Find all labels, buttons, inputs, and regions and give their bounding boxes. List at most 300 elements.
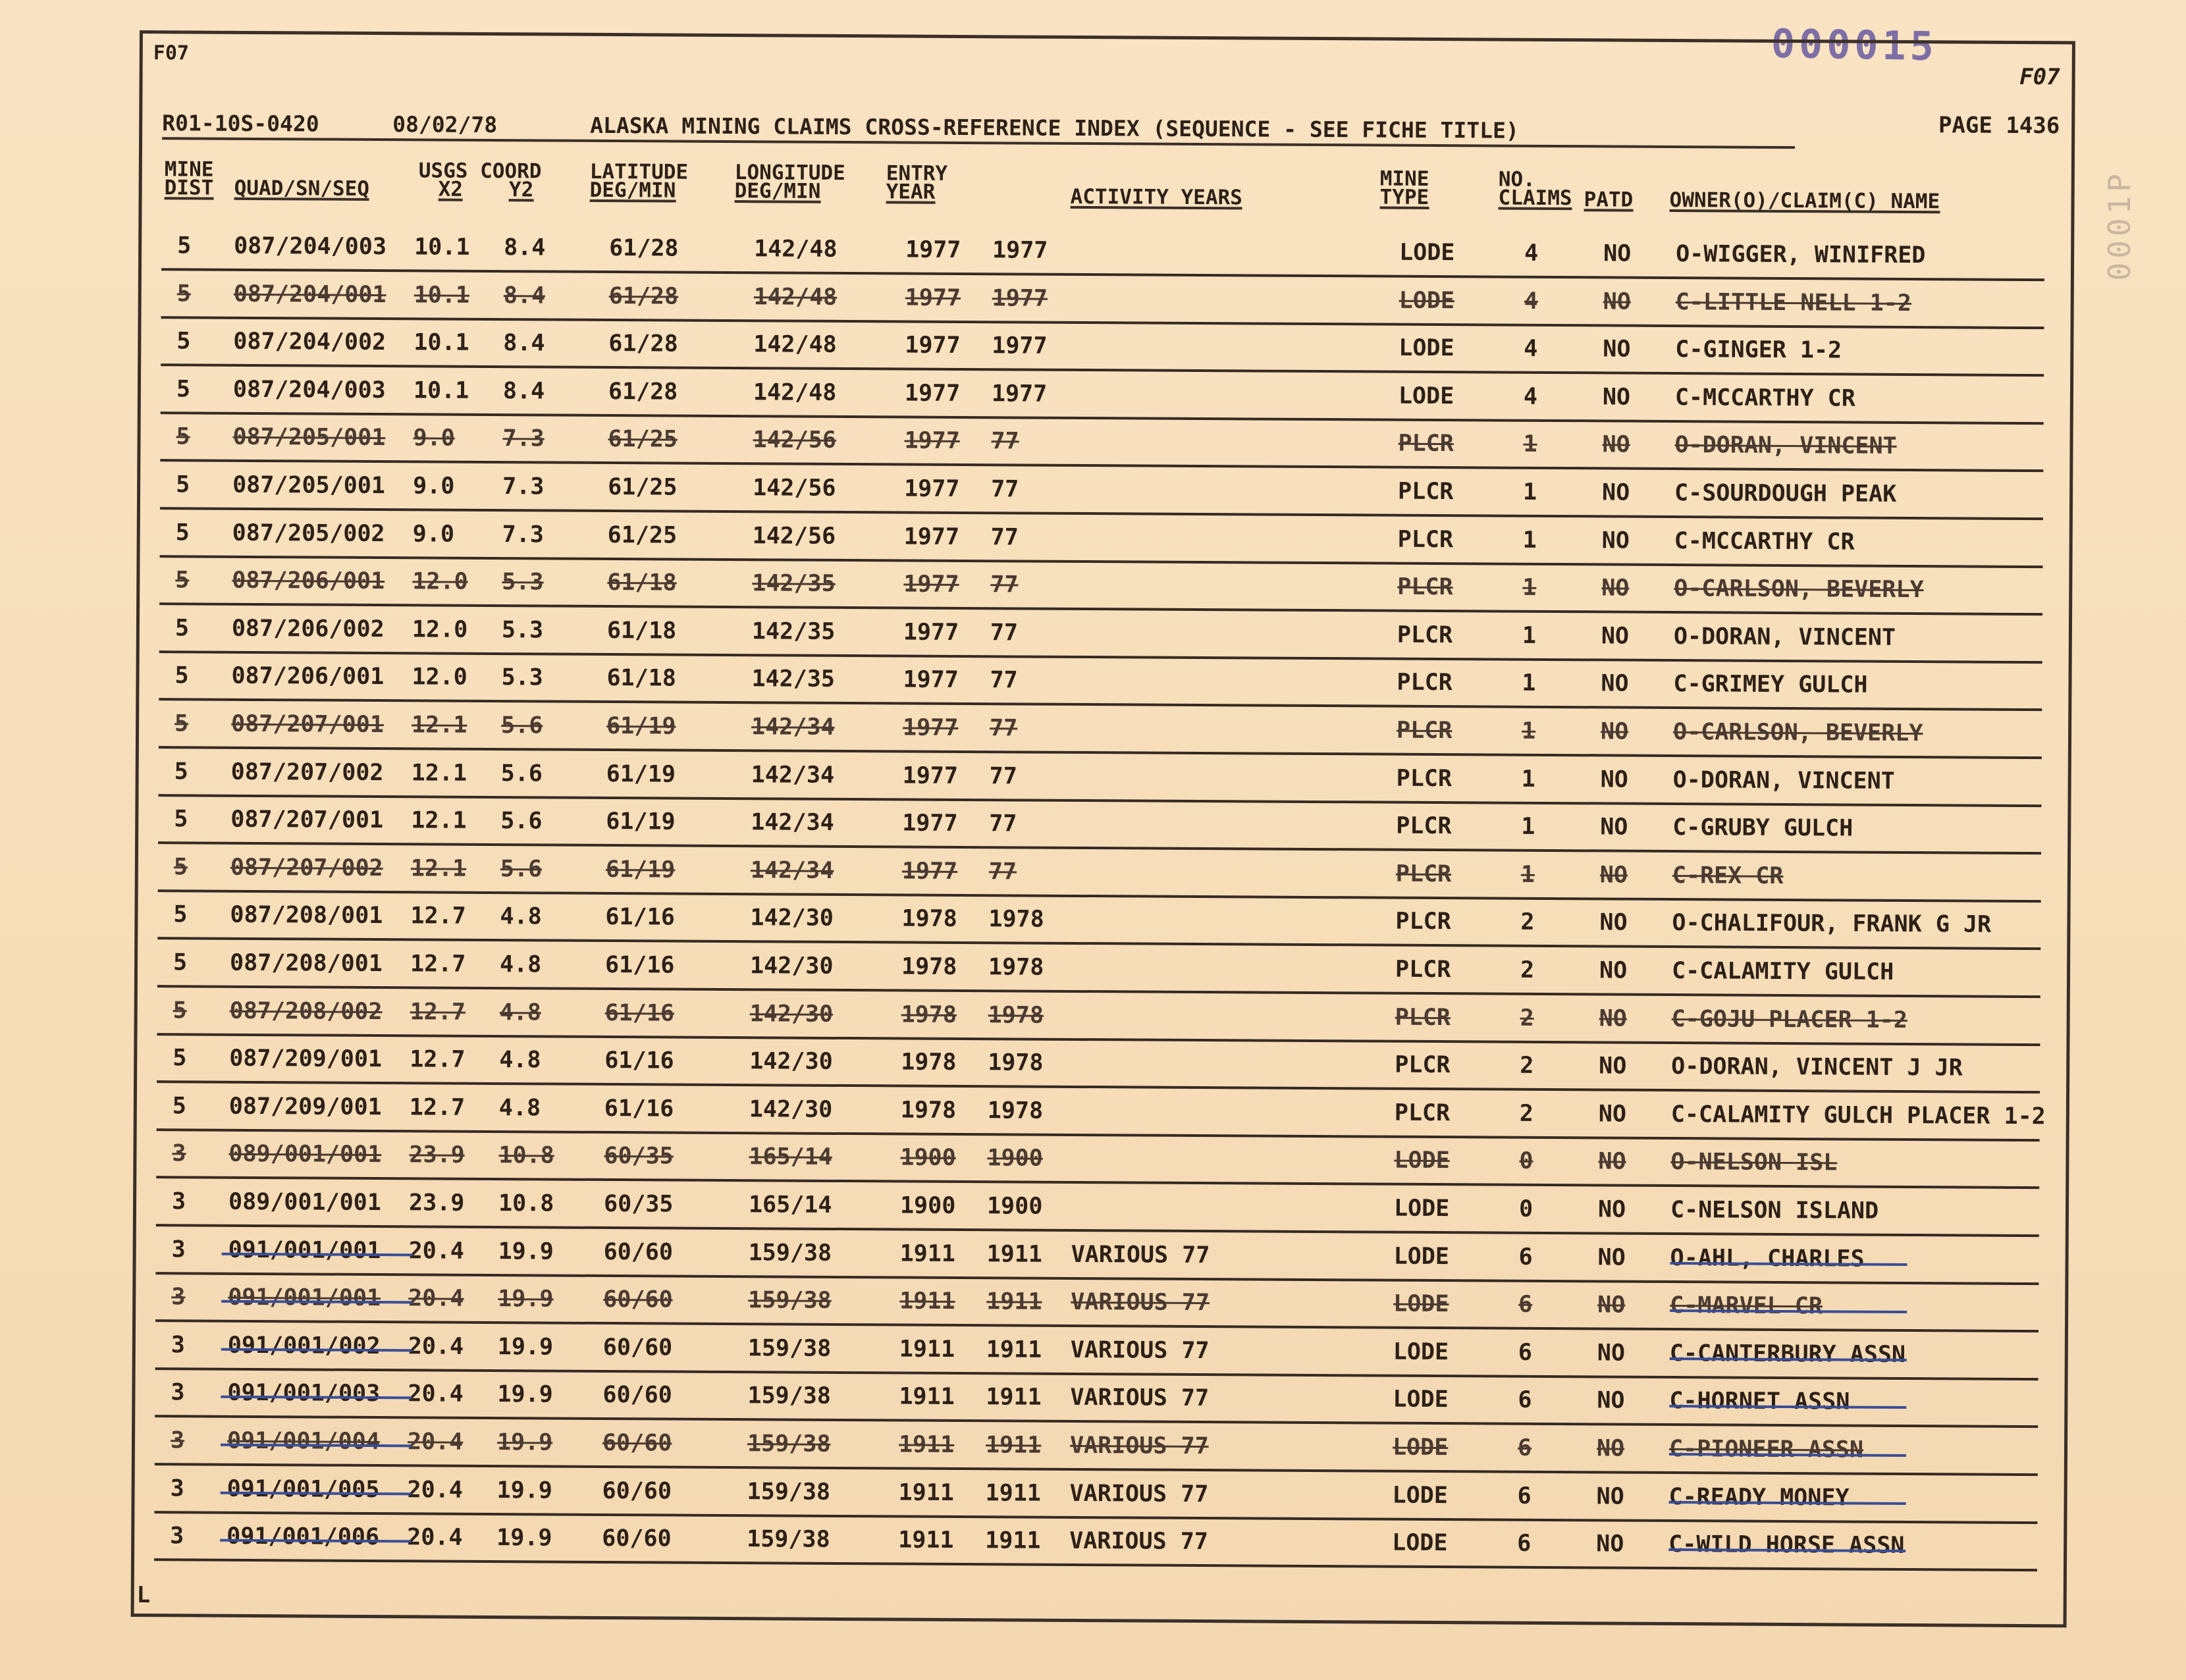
- row-usgs-x2: 12.7: [410, 1046, 466, 1073]
- row-patd: NO: [1598, 1148, 1626, 1176]
- row-longitude: 142/56: [753, 427, 837, 454]
- row-owner-claim-name: C-GINGER 1-2: [1675, 336, 1842, 364]
- table-row: [155, 1228, 2052, 1285]
- row-usgs-y2: 4.8: [498, 1094, 541, 1122]
- row-quad-seq: 087/207/002: [230, 854, 383, 881]
- row-longitude: 159/38: [748, 1287, 832, 1315]
- row-longitude: 165/14: [748, 1192, 832, 1219]
- row-usgs-y2: 7.3: [502, 473, 545, 500]
- table-row: [157, 941, 2054, 998]
- row-patd: NO: [1597, 1340, 1626, 1367]
- row-patd: NO: [1601, 670, 1629, 698]
- row-usgs-x2: 9.0: [413, 473, 455, 500]
- table-row: [155, 1276, 2052, 1332]
- row-entry-year: 1911: [899, 1336, 955, 1363]
- row-owner-claim-name: O-CARLSON, BEVERLY: [1672, 719, 1923, 747]
- row-latitude: 60/60: [602, 1477, 672, 1505]
- row-entry-year: 1911: [899, 1383, 955, 1411]
- row-entry-year: 1900: [900, 1144, 956, 1172]
- row-patd: NO: [1597, 1244, 1626, 1271]
- row-usgs-x2: 10.1: [413, 329, 469, 356]
- row-mine-dist: 5: [174, 806, 188, 833]
- row-mine-dist: 5: [175, 567, 190, 594]
- row-usgs-x2: 23.9: [408, 1190, 465, 1217]
- row-patd: NO: [1599, 1053, 1627, 1080]
- row-last-year: 77: [991, 476, 1019, 503]
- row-owner-claim-name: O-DORAN, VINCENT: [1672, 766, 1895, 795]
- row-entry-year: 1911: [899, 1240, 956, 1267]
- row-owner-claim-name: O-DORAN, VINCENT J JR: [1671, 1053, 1963, 1082]
- row-usgs-x2: 20.4: [408, 1333, 464, 1360]
- report-date: 08/02/78: [392, 111, 498, 138]
- row-patd: NO: [1600, 814, 1628, 841]
- row-longitude: 159/38: [747, 1526, 830, 1554]
- row-no-claims: 6: [1518, 1339, 1533, 1366]
- page-number: PAGE 1436: [1938, 112, 2060, 140]
- row-no-claims: 1: [1523, 431, 1537, 458]
- row-patd: NO: [1597, 1196, 1626, 1223]
- row-last-year: 1977: [992, 284, 1048, 312]
- frame-number-stamp: 000015: [1771, 20, 1938, 70]
- row-usgs-x2: 12.7: [409, 1094, 466, 1121]
- row-owner-claim-name: C-GRUBY GULCH: [1672, 814, 1853, 842]
- row-patd: NO: [1603, 336, 1631, 363]
- row-no-claims: 6: [1518, 1387, 1532, 1414]
- row-last-year: 77: [991, 428, 1019, 455]
- row-last-year: 77: [990, 619, 1019, 646]
- row-mine-dist: 5: [172, 1093, 187, 1120]
- row-entry-year: 1977: [901, 858, 958, 885]
- row-mine-dist: 3: [171, 1236, 186, 1263]
- row-quad-seq: 087/207/001: [230, 806, 384, 834]
- row-latitude: 61/18: [606, 617, 677, 644]
- row-mine-type: LODE: [1393, 1243, 1450, 1270]
- row-mine-dist: 3: [172, 1140, 186, 1167]
- side-stamp: 0001P: [2102, 170, 2137, 281]
- row-mine-type: PLCR: [1394, 1099, 1451, 1126]
- row-no-claims: 2: [1520, 1052, 1534, 1080]
- table-row: [161, 320, 2057, 377]
- row-owner-claim-name: C-NELSON ISLAND: [1670, 1197, 1879, 1224]
- row-patd: NO: [1602, 479, 1630, 506]
- row-owner-claim-name: O-AHL, CHARLES: [1670, 1244, 1865, 1273]
- row-latitude: 61/25: [607, 521, 678, 549]
- row-latitude: 61/28: [608, 282, 679, 310]
- row-entry-year: 1911: [899, 1288, 955, 1315]
- header-no-claims: NO. CLAIMS: [1498, 167, 1572, 211]
- row-owner-claim-name: C-GOJU PLACER 1-2: [1671, 1005, 1907, 1034]
- row-longitude: 142/34: [751, 714, 835, 741]
- row-last-year: 77: [990, 571, 1019, 598]
- row-usgs-x2: 9.0: [412, 520, 455, 548]
- row-usgs-x2: 20.4: [407, 1476, 464, 1504]
- row-latitude: 61/16: [604, 951, 675, 979]
- row-mine-dist: 3: [171, 1379, 185, 1406]
- row-activity-years: VARIOUS 77: [1069, 1432, 1209, 1460]
- row-quad-seq: 087/206/002: [231, 615, 385, 643]
- row-longitude: 142/48: [754, 236, 838, 263]
- row-entry-year: 1977: [902, 810, 958, 837]
- row-patd: NO: [1600, 766, 1628, 793]
- row-owner-claim-name: O-CARLSON, BEVERLY: [1674, 575, 1924, 604]
- row-usgs-x2: 20.4: [407, 1429, 464, 1456]
- table-row: [158, 798, 2054, 854]
- row-latitude: 61/19: [606, 712, 676, 740]
- row-quad-seq: 091/001/004: [227, 1427, 380, 1456]
- row-last-year: 77: [989, 715, 1018, 742]
- table-row: [155, 1419, 2051, 1476]
- row-longitude: 142/48: [753, 283, 838, 311]
- row-activity-years: VARIOUS 77: [1070, 1336, 1210, 1364]
- row-activity-years: VARIOUS 77: [1070, 1384, 1210, 1412]
- row-last-year: 77: [989, 810, 1017, 837]
- row-quad-seq: 089/001/001: [228, 1188, 381, 1217]
- row-longitude: 142/30: [750, 905, 834, 932]
- row-last-year: 1978: [988, 906, 1044, 933]
- row-longitude: 142/30: [749, 1000, 834, 1028]
- row-entry-year: 1911: [898, 1431, 955, 1458]
- row-last-year: 1911: [986, 1384, 1042, 1411]
- row-no-claims: 1: [1521, 813, 1535, 841]
- row-no-claims: 0: [1518, 1195, 1533, 1222]
- row-longitude: 159/38: [747, 1382, 831, 1410]
- row-longitude: 142/35: [751, 666, 836, 693]
- row-no-claims: 4: [1524, 335, 1538, 363]
- row-patd: NO: [1599, 862, 1628, 889]
- row-quad-seq: 091/001/003: [227, 1380, 381, 1407]
- row-mine-type: PLCR: [1397, 621, 1453, 648]
- row-usgs-x2: 12.1: [412, 712, 467, 739]
- row-latitude: 61/19: [605, 856, 676, 883]
- row-mine-dist: 3: [171, 1332, 186, 1359]
- row-no-claims: 1: [1522, 574, 1537, 602]
- row-mine-dist: 5: [176, 423, 190, 450]
- row-mine-dist: 3: [170, 1475, 184, 1502]
- row-no-claims: 1: [1522, 670, 1536, 697]
- row-mine-dist: 5: [173, 997, 187, 1024]
- row-no-claims: 6: [1517, 1434, 1532, 1461]
- row-last-year: 1911: [986, 1288, 1042, 1315]
- header-mine-type: MINE TYPE: [1379, 167, 1429, 209]
- row-mine-type: PLCR: [1395, 956, 1451, 984]
- row-owner-claim-name: O-CHALIFOUR, FRANK G JR: [1672, 910, 1992, 939]
- row-latitude: 61/18: [606, 665, 676, 692]
- row-usgs-y2: 4.8: [499, 999, 542, 1026]
- row-no-claims: 6: [1518, 1291, 1533, 1319]
- row-usgs-y2: 19.9: [496, 1477, 553, 1504]
- row-activity-years: VARIOUS 77: [1069, 1480, 1209, 1508]
- row-longitude: 159/38: [748, 1239, 832, 1267]
- row-last-year: 1911: [985, 1479, 1042, 1507]
- row-no-claims: 2: [1520, 1005, 1534, 1032]
- table-row: [161, 368, 2057, 425]
- row-mine-type: PLCR: [1397, 526, 1454, 553]
- row-usgs-y2: 7.3: [502, 425, 545, 452]
- row-mine-dist: 3: [170, 1427, 185, 1454]
- table-row: [160, 463, 2056, 520]
- table-row: [160, 416, 2056, 473]
- row-mine-dist: 5: [173, 854, 188, 881]
- row-entry-year: 1977: [904, 475, 960, 502]
- row-quad-seq: 087/208/002: [229, 997, 383, 1025]
- row-mine-type: LODE: [1393, 1290, 1449, 1318]
- row-entry-year: 1977: [905, 236, 961, 263]
- row-latitude: 61/25: [608, 426, 678, 453]
- row-usgs-y2: 5.3: [501, 616, 544, 644]
- row-no-claims: 1: [1521, 766, 1535, 793]
- row-last-year: 77: [990, 523, 1019, 551]
- row-last-year: 77: [988, 858, 1017, 885]
- row-mine-dist: 5: [173, 1045, 187, 1072]
- row-latitude: 60/60: [603, 1286, 673, 1313]
- row-mine-dist: 5: [176, 471, 190, 498]
- row-mine-type: LODE: [1393, 1195, 1450, 1222]
- row-patd: NO: [1601, 623, 1630, 650]
- row-longitude: 142/56: [753, 475, 836, 502]
- row-usgs-y2: 5.3: [502, 569, 544, 596]
- row-patd: NO: [1596, 1531, 1624, 1558]
- table-row: [157, 894, 2054, 951]
- row-mine-dist: 5: [176, 280, 191, 307]
- row-usgs-y2: 7.3: [502, 521, 545, 548]
- row-usgs-y2: 4.8: [499, 1047, 541, 1074]
- row-latitude: 60/60: [602, 1525, 672, 1552]
- row-owner-claim-name: C-MCCARTHY CR: [1674, 384, 1855, 412]
- row-usgs-x2: 20.4: [407, 1524, 463, 1551]
- row-mine-type: LODE: [1399, 334, 1454, 362]
- row-mine-dist: 5: [176, 328, 191, 355]
- row-mine-dist: 5: [174, 710, 189, 737]
- row-last-year: 77: [989, 762, 1017, 790]
- row-longitude: 142/30: [749, 1048, 833, 1076]
- row-owner-claim-name: C-SOURDOUGH PEAK: [1674, 480, 1897, 508]
- table-row: [156, 1133, 2052, 1190]
- row-longitude: 159/38: [747, 1431, 831, 1457]
- row-entry-year: 1978: [900, 1097, 957, 1124]
- table-row: [155, 1372, 2051, 1429]
- row-entry-year: 1977: [905, 284, 961, 311]
- row-entry-year: 1977: [902, 762, 959, 789]
- row-last-year: 1978: [987, 1097, 1044, 1124]
- row-longitude: 159/38: [747, 1478, 831, 1506]
- row-latitude: 60/60: [603, 1238, 674, 1266]
- header-longitude: LONGITUDE DEG/MIN: [734, 161, 845, 203]
- row-owner-claim-name: C-PIONEER ASSN: [1668, 1436, 1864, 1463]
- row-patd: NO: [1600, 718, 1629, 745]
- row-divider: [154, 1558, 2037, 1571]
- row-no-claims: 4: [1523, 383, 1538, 410]
- row-quad-seq: 087/205/001: [232, 424, 386, 452]
- row-quad-seq: 089/001/001: [228, 1141, 382, 1168]
- row-last-year: 1977: [992, 332, 1048, 359]
- row-patd: NO: [1602, 384, 1631, 411]
- row-usgs-x2: 20.4: [408, 1285, 464, 1312]
- row-usgs-x2: 12.1: [411, 807, 467, 834]
- row-quad-seq: 087/209/001: [229, 1045, 383, 1073]
- row-patd: NO: [1602, 431, 1630, 459]
- row-quad-seq: 087/205/001: [232, 471, 386, 500]
- row-latitude: 61/16: [604, 1095, 674, 1122]
- row-longitude: 142/35: [751, 618, 836, 645]
- row-patd: NO: [1603, 240, 1632, 267]
- header-latitude: LATITUDE DEG/MIN: [589, 159, 689, 203]
- row-patd: NO: [1599, 957, 1628, 984]
- row-last-year: 1900: [986, 1193, 1043, 1220]
- row-last-year: 1977: [992, 237, 1048, 264]
- row-mine-dist: 5: [173, 901, 188, 928]
- row-usgs-y2: 19.9: [497, 1381, 553, 1408]
- row-no-claims: 1: [1522, 527, 1537, 554]
- row-mine-type: LODE: [1392, 1529, 1448, 1557]
- row-last-year: 77: [990, 667, 1018, 694]
- row-last-year: 1911: [986, 1240, 1043, 1268]
- row-usgs-y2: 19.9: [498, 1238, 554, 1265]
- row-patd: NO: [1597, 1387, 1625, 1415]
- fiche-label-right: F07: [2019, 63, 2060, 91]
- row-longitude: 142/56: [752, 522, 836, 550]
- row-usgs-x2: 12.0: [412, 568, 468, 595]
- row-entry-year: 1977: [903, 571, 959, 598]
- row-mine-type: PLCR: [1395, 908, 1451, 935]
- row-latitude: 61/25: [608, 473, 678, 501]
- report-frame: [131, 30, 2075, 1627]
- row-usgs-y2: 5.6: [500, 760, 543, 787]
- row-usgs-y2: 10.8: [498, 1190, 554, 1217]
- row-mine-type: LODE: [1394, 1147, 1450, 1174]
- row-mine-dist: 5: [175, 519, 190, 546]
- row-mine-type: PLCR: [1395, 1004, 1451, 1031]
- row-owner-claim-name: C-CANTERBURY ASSN: [1669, 1340, 1906, 1368]
- row-last-year: 1978: [988, 1049, 1044, 1076]
- row-latitude: 61/28: [608, 378, 678, 406]
- row-owner-claim-name: C-CALAMITY GULCH: [1671, 958, 1894, 985]
- row-entry-year: 1977: [902, 714, 959, 741]
- row-quad-seq: 087/208/001: [230, 902, 383, 930]
- row-entry-year: 1977: [904, 427, 960, 455]
- row-entry-year: 1978: [901, 1049, 957, 1076]
- table-row: [159, 655, 2055, 712]
- row-usgs-y2: 8.4: [503, 282, 546, 309]
- row-usgs-y2: 5.3: [501, 664, 543, 691]
- row-no-claims: 1: [1521, 718, 1536, 745]
- row-entry-year: 1977: [903, 619, 959, 646]
- row-usgs-x2: 12.0: [412, 664, 467, 691]
- row-longitude: 142/34: [751, 761, 835, 789]
- table-row: [159, 702, 2055, 759]
- row-usgs-x2: 12.1: [411, 759, 467, 787]
- row-quad-seq: 087/204/002: [233, 328, 387, 356]
- row-longitude: 142/34: [750, 856, 834, 884]
- table-row: [159, 750, 2055, 807]
- row-usgs-y2: 19.9: [498, 1286, 554, 1313]
- row-longitude: 142/35: [752, 570, 836, 598]
- table-row: [157, 1085, 2053, 1142]
- row-entry-year: 1978: [901, 905, 957, 933]
- row-mine-type: LODE: [1392, 1482, 1449, 1509]
- row-entry-year: 1977: [904, 380, 961, 407]
- row-mine-dist: 5: [174, 615, 190, 642]
- header-entry-year: ENTRY YEAR: [886, 161, 948, 204]
- row-mine-dist: 5: [177, 232, 192, 259]
- row-activity-years: VARIOUS 77: [1071, 1241, 1210, 1269]
- row-quad-seq: 091/001/001: [228, 1284, 381, 1312]
- row-last-year: 1900: [987, 1145, 1043, 1172]
- row-longitude: 165/14: [749, 1143, 833, 1171]
- row-activity-years: VARIOUS 77: [1069, 1528, 1209, 1556]
- row-quad-seq: 087/204/001: [233, 280, 387, 308]
- row-mine-dist: 5: [176, 376, 191, 403]
- row-latitude: 60/60: [602, 1334, 673, 1361]
- row-no-claims: 2: [1520, 909, 1535, 936]
- row-usgs-y2: 4.8: [500, 903, 542, 930]
- table-row: [157, 989, 2053, 1046]
- row-owner-claim-name: C-REX CR: [1672, 862, 1784, 889]
- row-patd: NO: [1597, 1292, 1626, 1319]
- row-quad-seq: 087/204/003: [232, 376, 386, 404]
- row-owner-claim-name: O-NELSON ISL: [1670, 1149, 1838, 1176]
- table-row: [158, 846, 2054, 903]
- row-no-claims: 0: [1519, 1148, 1533, 1175]
- header-owner-claim-name: OWNER(O)/CLAIM(C) NAME: [1669, 188, 1940, 214]
- row-owner-claim-name: C-LITTLE NELL 1-2: [1675, 288, 1912, 317]
- row-mine-dist: 5: [174, 662, 189, 689]
- row-patd: NO: [1603, 288, 1632, 315]
- row-longitude: 142/48: [753, 379, 837, 406]
- row-entry-year: 1977: [903, 523, 960, 550]
- row-entry-year: 1978: [901, 953, 957, 980]
- row-no-claims: 6: [1517, 1530, 1532, 1558]
- row-mine-type: PLCR: [1396, 717, 1453, 745]
- row-usgs-y2: 8.4: [503, 330, 545, 357]
- row-latitude: 60/60: [602, 1429, 672, 1457]
- row-owner-claim-name: C-HORNET ASSN: [1669, 1388, 1850, 1415]
- row-quad-seq: 087/204/003: [234, 232, 387, 261]
- row-usgs-x2: 12.0: [412, 616, 468, 643]
- row-quad-seq: 087/205/002: [232, 519, 385, 547]
- row-patd: NO: [1596, 1483, 1624, 1510]
- row-usgs-x2: 9.0: [413, 425, 455, 452]
- row-no-claims: 2: [1519, 1100, 1534, 1127]
- fiche-label-left: F07: [153, 41, 190, 65]
- row-latitude: 60/60: [602, 1382, 672, 1409]
- row-latitude: 61/16: [604, 999, 675, 1027]
- header-mine-dist: MINE DIST: [164, 157, 214, 200]
- row-usgs-x2: 20.4: [408, 1380, 464, 1408]
- row-entry-year: 1911: [898, 1527, 954, 1554]
- row-no-claims: 4: [1524, 288, 1538, 315]
- corner-mark: L: [136, 1582, 151, 1609]
- row-usgs-x2: 12.1: [410, 855, 467, 882]
- row-usgs-y2: 5.6: [500, 712, 543, 739]
- row-no-claims: 4: [1524, 240, 1539, 267]
- row-mine-type: PLCR: [1397, 669, 1453, 696]
- row-longitude: 142/34: [751, 809, 834, 837]
- row-usgs-y2: 8.4: [504, 234, 546, 261]
- row-latitude: 61/19: [606, 760, 676, 788]
- row-last-year: 1911: [986, 1336, 1042, 1363]
- row-quad-seq: 091/001/002: [227, 1332, 381, 1359]
- row-owner-claim-name: C-GRIMEY GULCH: [1673, 671, 1868, 699]
- table-row: [159, 607, 2056, 664]
- row-quad-seq: 087/208/001: [229, 949, 383, 978]
- row-patd: NO: [1598, 1101, 1627, 1128]
- row-latitude: 60/35: [603, 1190, 674, 1218]
- report-title: ALASKA MINING CLAIMS CROSS-REFERENCE INDEX (SEQUENCE - SEE FICHE TITLE): [590, 112, 1519, 144]
- row-longitude: 159/38: [747, 1334, 832, 1362]
- row-latitude: 61/28: [609, 234, 679, 262]
- row-usgs-x2: 12.7: [410, 998, 466, 1026]
- row-owner-claim-name: O-WIGGER, WINIFRED: [1676, 241, 1926, 269]
